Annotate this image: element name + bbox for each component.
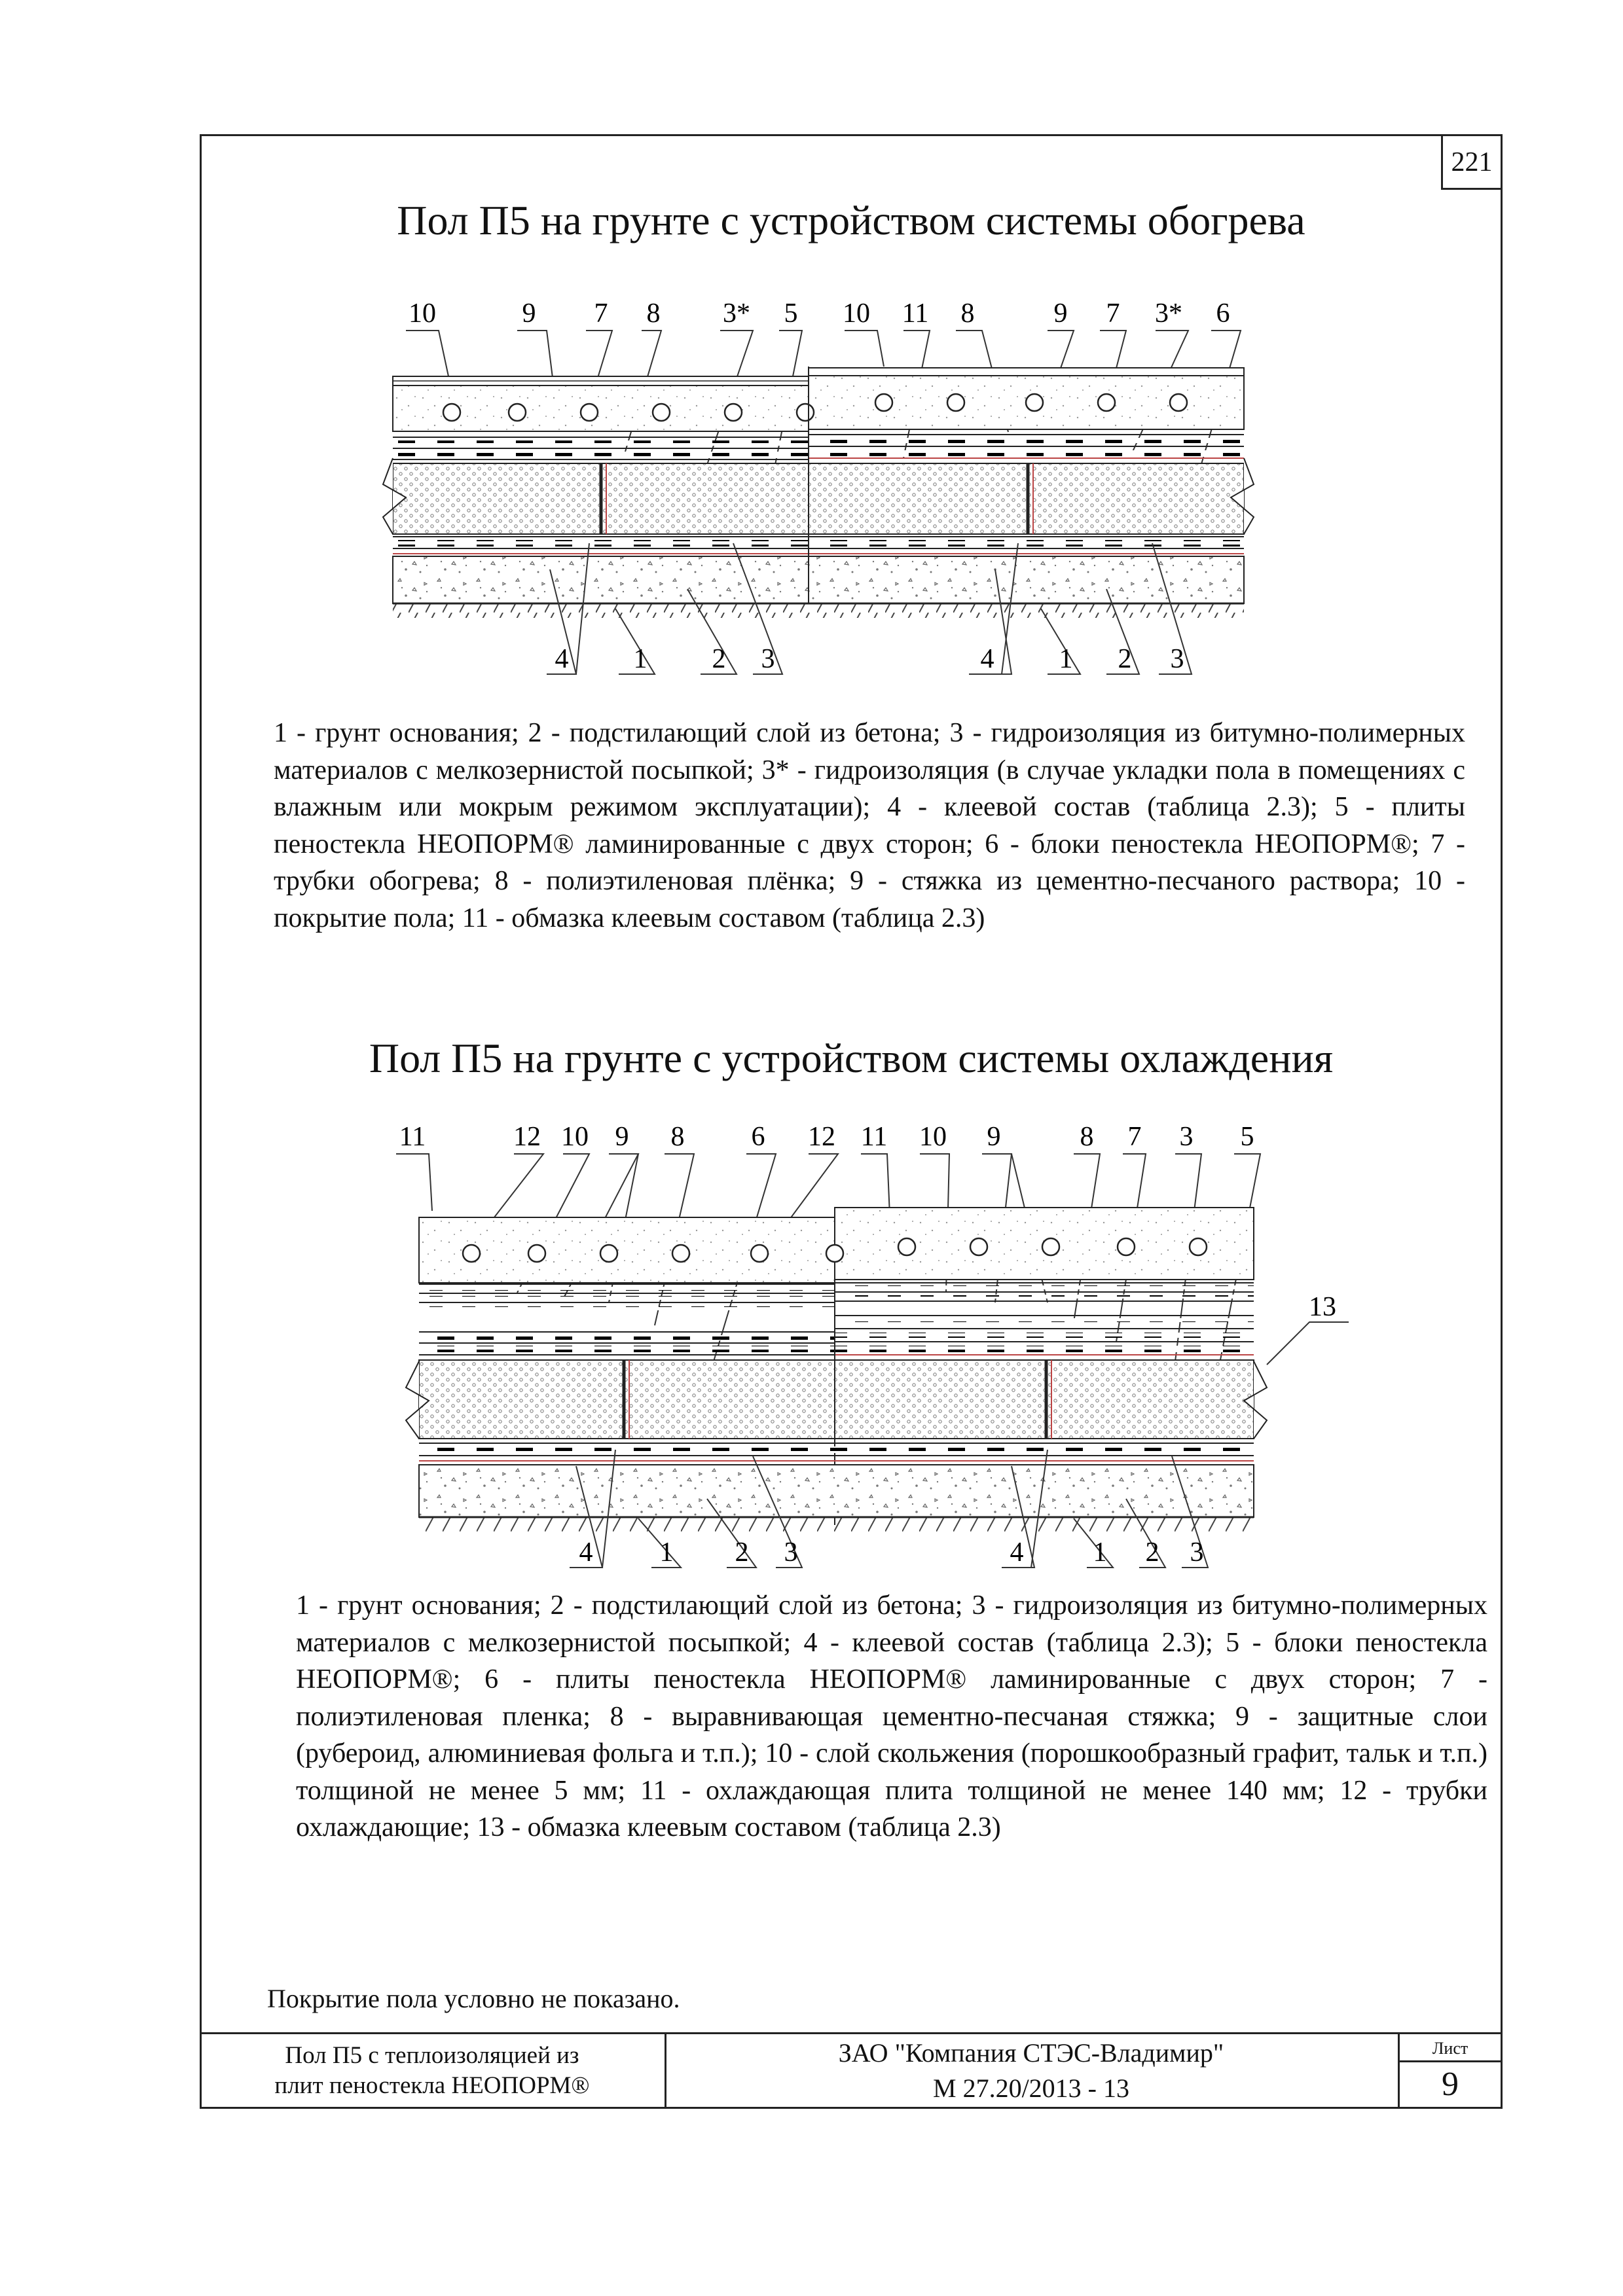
callout: 10	[843, 298, 870, 329]
doc-name-line1: Пол П5 с теплоизоляцией из	[285, 2041, 579, 2069]
document-code: М 27.20/2013 - 13	[933, 2073, 1129, 2103]
callout: 9	[615, 1122, 629, 1152]
section1-legend: 1 - грунт основания; 2 - подстилающий слой из бетона; 3 - гидроизоляция из битумно-полимерных материалов с мелкозернистой посыпкой; 3* - гидроизоляция (в случае укладки пола в помещениях с влажным или мокрым режимом эксплуатации); 4 - клеевой состав (таблица 2.3); 5 - плиты пеностекла НЕОПОРМ® ламинированные с двух сторон; 6 - блоки пеностекла НЕОПОРМ®; 7 - трубки обогрева; 8 - полиэтиленовая плёнка; 9 - стяжка из цементно-песчаного раствора; 10 - покрытие пола; 11 - обмазка клеевым составом (таблица 2.3)	[274, 718, 1465, 933]
callout: 1	[1059, 644, 1073, 674]
callout: 3	[761, 644, 775, 674]
sheet-label: Лист	[1432, 2039, 1468, 2058]
page-number: 221	[1441, 134, 1503, 190]
callout: 6	[1216, 298, 1230, 329]
callout: 2	[1118, 644, 1132, 674]
company-block	[665, 2032, 1398, 2109]
callout: 11	[902, 298, 929, 329]
callout: 11	[399, 1122, 426, 1152]
callout: 3	[784, 1537, 798, 1568]
callout: 8	[960, 298, 975, 329]
section2-legend: 1 - грунт основания; 2 - подстилающий слой из бетона; 3 - гидроизоляция из битумно-полимерных материалов с мелкозернистой посыпкой; 4 - клеевой состав (таблица 2.3); 5 - блоки пеностекла НЕОПОРМ®; 6 - плиты пеностекла НЕОПОРМ® ламинированные с двух сторон; 7 - полиэтиленовая пленка; 8 - выравнивающая цементно-песчаная стяжка; 9 - защитные слои (рубероид, алюминиевая фольга и т.п.); 10 - слой скольжения (порошкообразный графит, тальк и т.п.) толщиной не менее 5 мм; 11 - охлаждающая плита толщиной не менее 140 мм; 12 - трубки охлаждающие; 13 - обмазка клеевым составом (таблица 2.3)	[296, 1590, 1487, 1842]
callout: 3*	[723, 298, 750, 329]
callout: 2	[735, 1537, 749, 1568]
callout: 10	[919, 1122, 947, 1152]
callout: 11	[860, 1122, 888, 1152]
callout: 9	[522, 298, 536, 329]
callout: 3	[1179, 1122, 1194, 1152]
callout: 4	[555, 644, 569, 674]
callout: 3*	[1155, 298, 1182, 329]
section1-bottom-callouts	[555, 644, 1184, 674]
title-block	[200, 2032, 1503, 2109]
callout: 10	[561, 1122, 589, 1152]
section2-drawing	[0, 1106, 1623, 1577]
document-name	[200, 2032, 665, 2109]
note-text: Покрытие пола условно не показано.	[267, 1984, 680, 2013]
callout: 4	[980, 644, 994, 674]
callout: 12	[808, 1122, 835, 1152]
callout: 4	[579, 1537, 593, 1568]
callout: 8	[646, 298, 661, 329]
company-name: ЗАО "Компания СТЭС-Владимир"	[838, 2037, 1224, 2068]
callout: 1	[1093, 1537, 1107, 1568]
callout: 2	[712, 644, 726, 674]
doc-name-line2: плит пеностекла НЕОПОРМ®	[274, 2072, 590, 2099]
sheet-number: 9	[1442, 2066, 1459, 2103]
callout: 5	[784, 298, 798, 329]
callout: 7	[1127, 1122, 1142, 1152]
callout: 4	[1010, 1537, 1024, 1568]
section1-title: Пол П5 на грунте с устройством системы обогрева	[397, 197, 1305, 243]
callout: 5	[1240, 1122, 1254, 1152]
callout: 12	[513, 1122, 541, 1152]
callout: 9	[987, 1122, 1001, 1152]
callout: 1	[659, 1537, 674, 1568]
callout: 7	[594, 298, 608, 329]
callout-13: 13	[1309, 1292, 1336, 1322]
section2-title: Пол П5 на грунте с устройством системы охлаждения	[369, 1035, 1334, 1081]
callout: 6	[751, 1122, 765, 1152]
callout: 3	[1170, 644, 1184, 674]
callout: 9	[1053, 298, 1068, 329]
callout: 8	[1080, 1122, 1094, 1152]
callout: 2	[1145, 1537, 1159, 1568]
callout: 1	[633, 644, 647, 674]
callout: 3	[1190, 1537, 1204, 1568]
callout: 10	[409, 298, 436, 329]
section1-drawing	[0, 281, 1623, 687]
callout: 7	[1106, 298, 1120, 329]
section1-top-callouts	[409, 298, 1230, 329]
section2-top-callouts	[399, 1122, 1254, 1152]
callout: 8	[670, 1122, 685, 1152]
